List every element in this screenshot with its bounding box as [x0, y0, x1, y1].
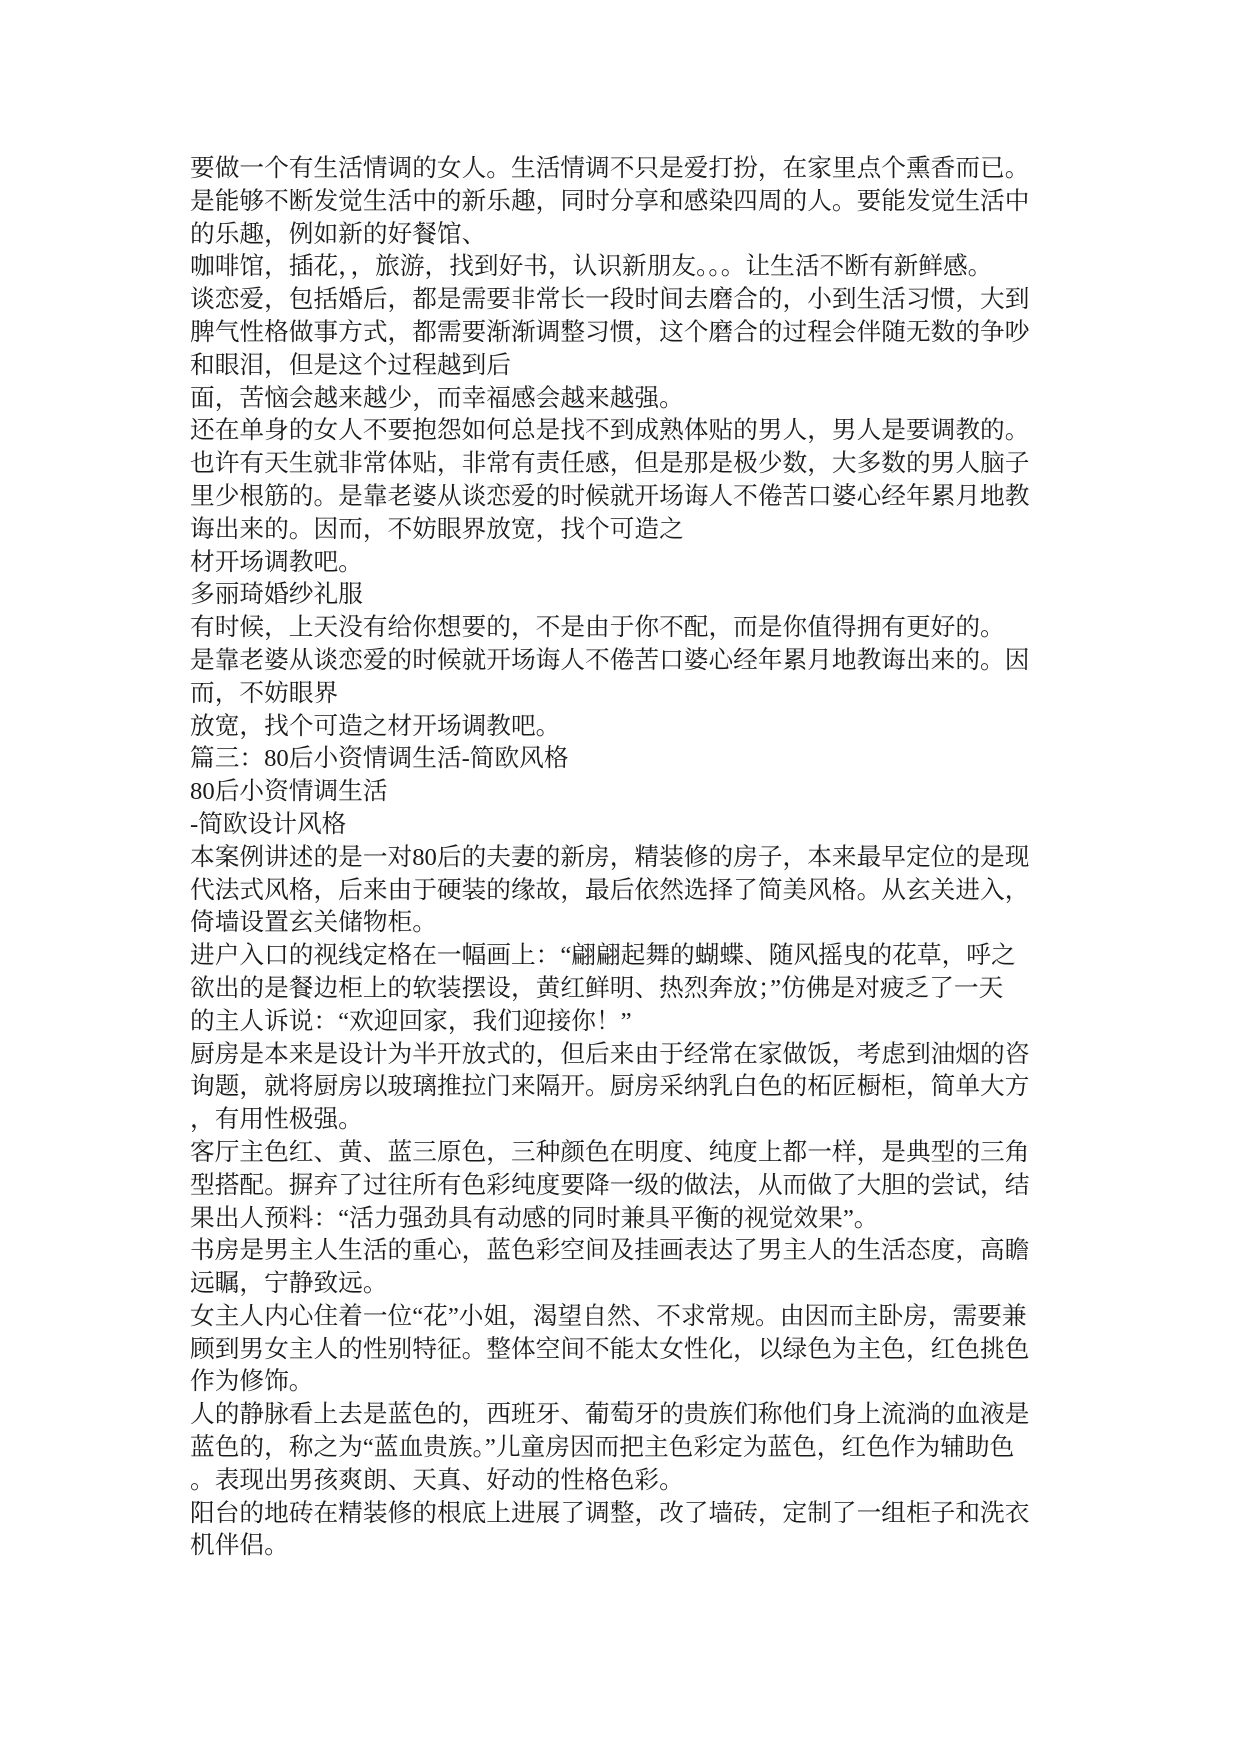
text-line: 作为修饰。 [190, 1368, 314, 1396]
text-line: 和眼泪，但是这个过程越到后 [190, 351, 511, 379]
text-line: 80后小资情调生活 [190, 778, 388, 806]
text-line: 蓝色的，称之为“蓝血贵族。”儿童房因而把主色彩定为蓝色，红色作为辅助色 [190, 1434, 1015, 1462]
text-line: 果出人预料：“活力强劲具有动感的同时兼具平衡的视觉效果”。 [190, 1204, 879, 1232]
text-line: 放宽，找个可造之材开场调教吧。 [190, 712, 561, 740]
text-line: 材开场调教吧。 [190, 548, 363, 576]
text-line: ，有用性极强。 [190, 1106, 363, 1134]
text-line: 有时候，上天没有给你想要的，不是由于你不配，而是你值得拥有更好的。 [190, 614, 1005, 642]
text-line: 里少根筋的。是靠老婆从谈恋爱的时候就开场诲人不倦苦口婆心经年累月地教 [190, 482, 1030, 510]
text-line: 面，苦恼会越来越少，而幸福感会越来越强。 [190, 384, 684, 412]
text-line: 询题，就将厨房以玻璃推拉门来隔开。厨房采纳乳白色的柘匠橱柜，简单大方 [190, 1073, 1030, 1101]
text-line: 还在单身的女人不要抱怨如何总是找不到成熟体贴的男人，男人是要调教的。 [190, 417, 1030, 445]
text-line: 型搭配。摒弃了过往所有色彩纯度要降一级的做法，从而做了大胆的尝试，结 [190, 1171, 1030, 1199]
text-line: 篇三：80后小资情调生活-简欧风格 [190, 745, 569, 773]
text-line: 的主人诉说：“欢迎回家，我们迎接你！” [190, 1007, 632, 1035]
text-line: 进户入口的视线定格在一幅画上：“翩翩起舞的蝴蝶、随风摇曳的花草，呼之 [190, 942, 1016, 970]
text-line: 诲出来的。因而，不妨眼界放宽，找个可造之 [190, 515, 684, 543]
text-line: 女主人内心住着一位“花”小姐，渴望自然、不求常规。由因而主卧房，需要兼 [190, 1302, 1027, 1330]
text-line: 谈恋爱，包括婚后，都是需要非常长一段时间去磨合的，小到生活习惯，大到 [190, 286, 1030, 314]
text-line: 客厅主色红、黄、蓝三原色，三种颜色在明度、纯度上都一样，是典型的三角 [190, 1138, 1030, 1166]
text-line: 的乐趣，例如新的好餐馆、 [190, 220, 487, 248]
text-line: 本案例讲述的是一对80后的夫妻的新房，精装修的房子，本来最早定位的是现 [190, 843, 1030, 871]
text-line: 。表现出男孩爽朗、天真、好动的性格色彩。 [190, 1466, 684, 1494]
text-line: 阳台的地砖在精装修的根底上进展了调整，改了墙砖，定制了一组柜子和洗衣 [190, 1499, 1030, 1527]
text-line: 也许有天生就非常体贴，非常有责任感，但是那是极少数，大多数的男人脑子 [190, 450, 1030, 478]
text-line: 多丽琦婚纱礼服 [190, 581, 363, 609]
text-line: 要做一个有生活情调的女人。生活情调不只是爱打扮，在家里点个熏香而已。 [190, 155, 1030, 182]
text-line: 顾到男女主人的性别特征。整体空间不能太女性化，以绿色为主色，红色挑色 [190, 1335, 1030, 1363]
text-line: 代法式风格，后来由于硬装的缘故，最后依然选择了简美风格。从玄关进入， [190, 876, 1030, 904]
text-line: 书房是男主人生活的重心，蓝色彩空间及挂画表达了男主人的生活态度，高瞻 [190, 1237, 1030, 1265]
text-line: 欲出的是餐边柜上的软装摆设，黄红鲜明、热烈奔放；”仿佛是对疲乏了一天 [190, 974, 1004, 1002]
text-line: 脾气性格做事方式，都需要渐渐调整习惯，这个磨合的过程会伴随无数的争吵 [190, 318, 1030, 346]
text-block [190, 153, 1050, 1563]
text-line: 厨房是本来是设计为半开放式的，但后来由于经常在家做饭，考虑到油烟的咨 [190, 1040, 1030, 1068]
text-line: 人的静脉看上去是蓝色的，西班牙、葡萄牙的贵族们称他们身上流淌的血液是 [190, 1401, 1030, 1429]
text-line: 倚墙设置玄关储物柜。 [190, 909, 437, 937]
text-line: 咖啡馆，插花，，旅游，找到好书，认识新朋友。。。让生活不断有新鲜感。 [190, 253, 993, 281]
text-line: 机伴侣。 [190, 1532, 289, 1560]
text-line: 远瞩，宁静致远。 [190, 1270, 388, 1298]
text-line: 是靠老婆从谈恋爱的时候就开场诲人不倦苦口婆心经年累月地教诲出来的。因 [190, 646, 1030, 674]
text-line: 而，不妨眼界 [190, 679, 339, 707]
text-line: 是能够不断发觉生活中的新乐趣，同时分享和感染四周的人。要能发觉生活中 [190, 187, 1030, 215]
text-line: -简欧设计风格 [190, 810, 347, 838]
